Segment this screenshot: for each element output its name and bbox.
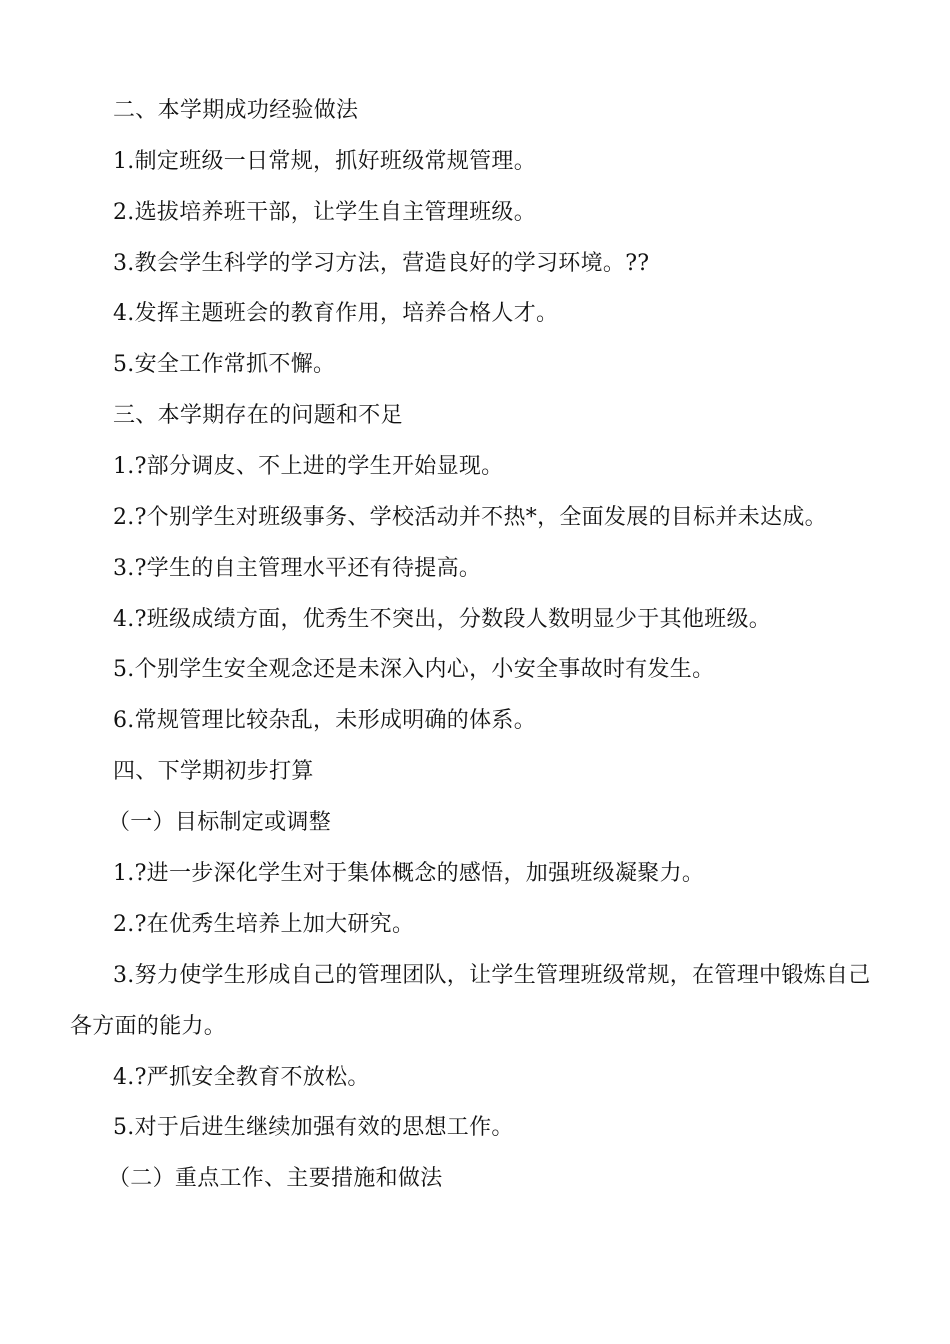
paragraph-item: 3.?学生的自主管理水平还有待提高。 bbox=[113, 556, 482, 581]
paragraph-item: 5.安全工作常抓不懈。 bbox=[113, 352, 336, 377]
paragraph-item: 2.选拔培养班干部，让学生自主管理班级。 bbox=[113, 200, 536, 225]
section-heading-success-experience: 二、本学期成功经验做法 bbox=[113, 98, 359, 123]
paragraph-item: 4.?严抓安全教育不放松。 bbox=[113, 1065, 370, 1090]
paragraph-item: 1.?进一步深化学生对于集体概念的感悟，加强班级凝聚力。 bbox=[113, 861, 705, 886]
paragraph-item: 3.教会学生科学的学习方法，营造良好的学习环境。?? bbox=[113, 251, 650, 276]
paragraph-item: 6.常规管理比较杂乱，未形成明确的体系。 bbox=[113, 708, 536, 733]
paragraph-item: 1.制定班级一日常规，抓好班级常规管理。 bbox=[113, 149, 536, 174]
section-heading-problems: 三、本学期存在的问题和不足 bbox=[113, 403, 403, 428]
paragraph-item: 4.发挥主题班会的教育作用，培养合格人才。 bbox=[113, 301, 559, 326]
paragraph-item: 4.?班级成绩方面，优秀生不突出，分数段人数明显少于其他班级。 bbox=[113, 607, 772, 632]
paragraph-item: 5.对于后进生继续加强有效的思想工作。 bbox=[113, 1115, 514, 1140]
paragraph-item: 2.?在优秀生培养上加大研究。 bbox=[113, 912, 415, 937]
paragraph-item-wrapped: 3.努力使学生形成自己的管理团队，让学生管理班级常规，在管理中锻炼自己各方面的能力。 bbox=[70, 963, 871, 1039]
paragraph-item: 5.个别学生安全观念还是未深入内心，小安全事故时有发生。 bbox=[113, 657, 715, 682]
paragraph-item: 1.?部分调皮、不上进的学生开始显现。 bbox=[113, 454, 504, 479]
section-heading-next-semester: 四、下学期初步打算 bbox=[113, 759, 314, 784]
paragraph-item: 2.?个别学生对班级事务、学校活动并不热*，全面发展的目标并未达成。 bbox=[113, 505, 827, 530]
subsection-heading-key-work: （二）重点工作、主要措施和做法 bbox=[108, 1166, 443, 1191]
subsection-heading-goals: （一）目标制定或调整 bbox=[108, 810, 332, 835]
